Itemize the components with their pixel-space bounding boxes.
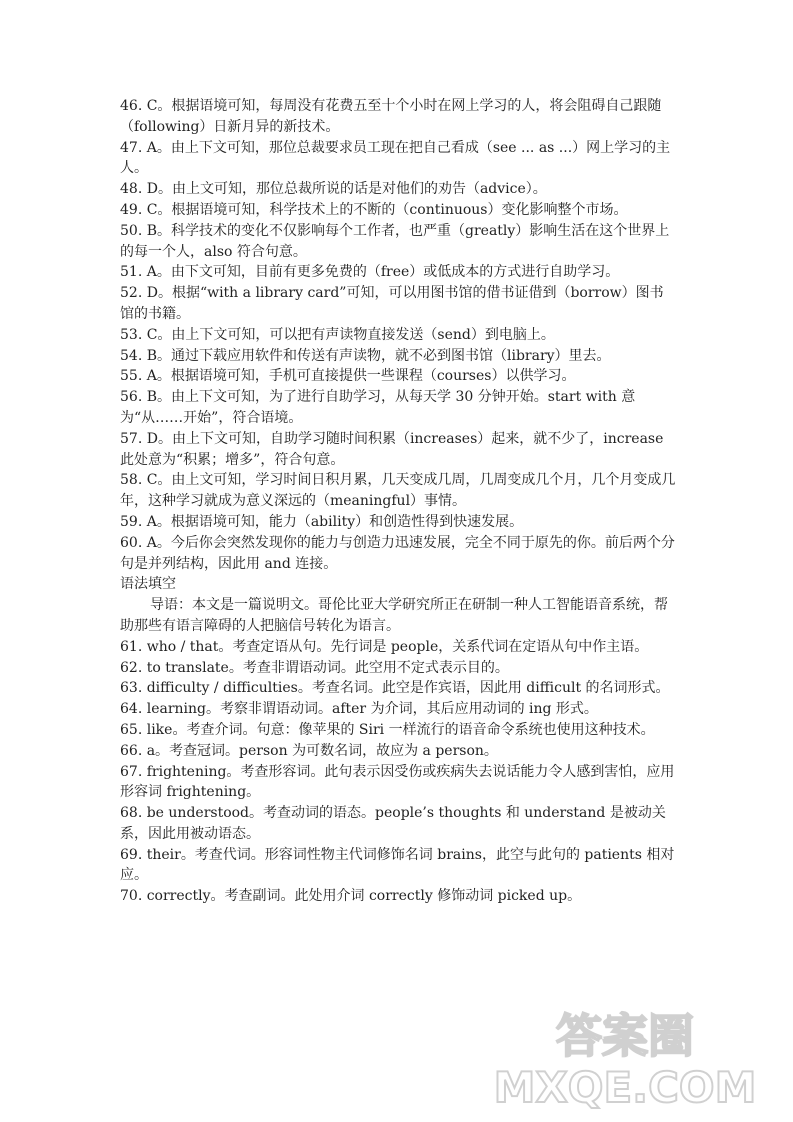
answer-item: 52. D。根据“with a library card”可知，可以用图书馆的借书证借到（borrow）图书馆的书籍。 xyxy=(120,285,664,322)
answer-item: 69. their。考查代词。形容词性物主代词修饰名词 brains，此空与此句的 patients 相对应。 xyxy=(120,846,675,884)
answer-item: 62. to translate。考查非谓语动词。此空用不定式表示目的。 xyxy=(120,659,509,676)
answer-item: 68. be understood。考查动词的语态。people’s thoughts 和 understand 是被动关系，因此用被动语态。 xyxy=(120,805,666,842)
watermark-logo xyxy=(440,1000,780,1110)
answer-item: 63. difficulty / difficulties。考查名词。此空是作宾语，因此用 difficult 的名词形式。 xyxy=(120,680,670,697)
answer-item: 54. B。通过下载应用软件和传送有声读物，就不必到图书馆（library）里去。 xyxy=(120,347,611,364)
answer-item: 48. D。由上文可知，那位总裁所说的话是对他们的劝告（advice）。 xyxy=(120,181,547,198)
answer-item: 64. learning。考察非谓语动词。after 为介词，其后应用动词的 ing 形式。 xyxy=(120,701,598,718)
answer-item: 56. B。由上下文可知，为了进行自助学习，从每天学 30 分钟开始。start with 意为“从……开始”，符合语境。 xyxy=(120,389,636,426)
answer-item: 61. who / that。考查定语从句。先行词是 people，关系代词在定语从句中作主语。 xyxy=(120,638,649,655)
answer-item: 66. a。考查冠词。person 为可数名词，故应为 a person。 xyxy=(120,742,498,759)
answer-item: 57. D。由上下文可知，自助学习随时间积累（increases）起来，就不少了，increase 此处意为“积累；增多”，符合句意。 xyxy=(120,430,668,468)
answer-item: 46. C。根据语境可知，每周没有花费五至十个小时在网上学习的人，将会阻碍自己跟随（following）日新月异的新技术。 xyxy=(120,98,662,135)
answer-key-page xyxy=(120,96,676,907)
reading-answers xyxy=(120,96,676,574)
answer-item: 47. A。由上下文可知，那位总裁要求员工现在把自己看成（see ... as ...）网上学习的主人。 xyxy=(120,139,671,177)
answer-item: 59. A。根据语境可知，能力（ability）和创造性得到快速发展。 xyxy=(120,513,524,530)
intro-paragraph: 导语：本文是一篇说明文。哥伦比亚大学研究所正在研制一种人工智能语音系统，帮助那些有语言障碍的人把脑信号转化为语言。 xyxy=(120,597,668,634)
answer-item: 53. C。由上下文可知，可以把有声读物直接发送（send）到电脑上。 xyxy=(120,326,555,343)
grammar-answers xyxy=(120,637,676,907)
answer-item: 50. B。科学技术的变化不仅影响每个工作者，也严重（greatly）影响生活在这个世界上的每一个人，also 符合句意。 xyxy=(120,222,670,260)
answer-item: 60. A。今后你会突然发现你的能力与创造力迅速发展，完全不同于原先的你。前后两个分句是并列结构，因此用 and 连接。 xyxy=(120,534,675,572)
watermark-url-text: MXQE.COM xyxy=(493,1063,757,1110)
answer-item: 49. C。根据语境可知，科学技术上的不断的（continuous）变化影响整个市场。 xyxy=(120,201,628,218)
answer-item: 70. correctly。考查副词。此处用介词 correctly 修饰动词 picked up。 xyxy=(120,888,582,905)
answer-item: 67. frightening。考查形容词。此句表示因受伤或疾病失去说话能力令人感到害怕，应用形容词 frightening。 xyxy=(120,763,675,801)
section-title: 语法填空 xyxy=(120,576,176,593)
watermark-logo-text: 答案圈 xyxy=(556,1009,694,1063)
answer-item: 65. like。考查介词。句意：像苹果的 Siri 一样流行的语音命令系统也使用这种技术。 xyxy=(120,721,655,738)
answer-item: 55. A。根据语境可知，手机可直接提供一些课程（courses）以供学习。 xyxy=(120,368,576,385)
answer-item: 58. C。由上文可知，学习时间日积月累，几天变成几周，几周变成几个月，几个月变成几年，这种学习就成为意义深远的（meaningful）事情。 xyxy=(120,472,676,510)
answer-item: 51. A。由下文可知，目前有更多免费的（free）或低成本的方式进行自助学习。 xyxy=(120,264,620,281)
